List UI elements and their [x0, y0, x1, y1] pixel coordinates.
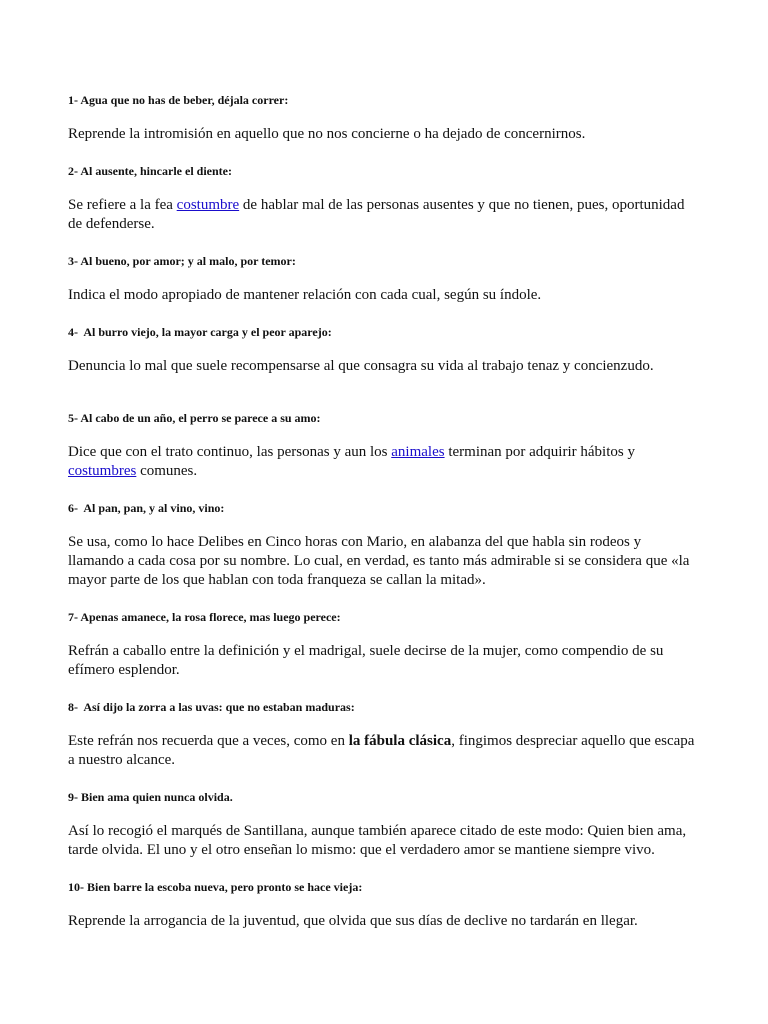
text-segment: Se refiere a la fea	[68, 197, 177, 213]
costumbre-link[interactable]: costumbre	[176, 197, 240, 213]
document-page	[68, 92, 700, 950]
proverb-heading-6: 6- Al pan, pan, y al vino, vino:	[68, 501, 225, 515]
proverb-heading-5: 5- Al cabo de un año, el perro se parece a su amo:	[68, 411, 321, 425]
proverb-explanation-5	[68, 443, 700, 481]
proverb-explanation-7: Refrán a caballo entre la definición y el madrigal, suele decirse de la mujer, como compendio de su efímero esplendor.	[68, 643, 664, 678]
fabula-clasica-bold: la fábula clásica	[348, 733, 452, 749]
costumbres-link[interactable]: costumbres	[68, 463, 137, 479]
proverb-heading-8: 8- Así dijo la zorra a las uvas: que no estaban maduras:	[68, 700, 355, 714]
text-segment: Este refrán nos recuerda que a veces, como en	[68, 733, 349, 749]
proverb-heading-7: 7- Apenas amanece, la rosa florece, mas luego perece:	[68, 610, 341, 624]
proverb-explanation-4: Denuncia lo mal que suele recompensarse al que consagra su vida al trabajo tenaz y concienzudo.	[68, 358, 654, 374]
proverb-explanation-1: Reprende la intromisión en aquello que no nos concierne o ha dejado de concernirnos.	[68, 126, 586, 142]
animales-link[interactable]: animales	[391, 444, 445, 460]
proverb-heading-2: 2- Al ausente, hincarle el diente:	[68, 164, 232, 178]
proverb-heading-10: 10- Bien barre la escoba nueva, pero pronto se hace vieja:	[68, 880, 363, 894]
proverb-explanation-8	[68, 732, 700, 770]
proverb-explanation-10: Reprende la arrogancia de la juventud, que olvida que sus días de declive no tardarán en llegar.	[68, 913, 638, 929]
text-segment: comunes.	[136, 463, 198, 479]
text-segment: , fingimos despreciar aquello que escapa a nuestro alcance.	[68, 733, 695, 768]
text-segment: Dice que con el trato continuo, las personas y aun los	[68, 444, 392, 460]
proverb-explanation-3: Indica el modo apropiado de mantener relación con cada cual, según su índole.	[68, 287, 542, 303]
text-segment: de hablar mal de las personas ausentes y que no tienen, pues, oportunidad de defenderse.	[68, 197, 685, 232]
proverb-heading-9: 9- Bien ama quien nunca olvida.	[68, 790, 233, 804]
proverb-explanation-9: Así lo recogió el marqués de Santillana, aunque también aparece citado de este modo: Quien bien ama, tarde olvida. El uno y el otro enseñan lo mismo: que el verdadero amor se mantiene siempre vivo.	[68, 823, 687, 858]
proverb-heading-3: 3- Al bueno, por amor; y al malo, por temor:	[68, 254, 296, 268]
proverb-heading-4: 4- Al burro viejo, la mayor carga y el peor aparejo:	[68, 325, 332, 339]
text-segment: terminan por adquirir hábitos y	[444, 444, 635, 460]
proverb-explanation-2	[68, 196, 700, 234]
proverb-explanation-6: Se usa, como lo hace Delibes en Cinco horas con Mario, en alabanza del que habla sin rodeos y llamando a cada cosa por su nombre. Lo cual, en verdad, es tanto más admirable si se considera que «la mayor parte de los que hablan con toda franqueza se callan la mitad».	[68, 534, 690, 588]
proverb-heading-1: 1- Agua que no has de beber, déjala correr:	[68, 93, 289, 107]
